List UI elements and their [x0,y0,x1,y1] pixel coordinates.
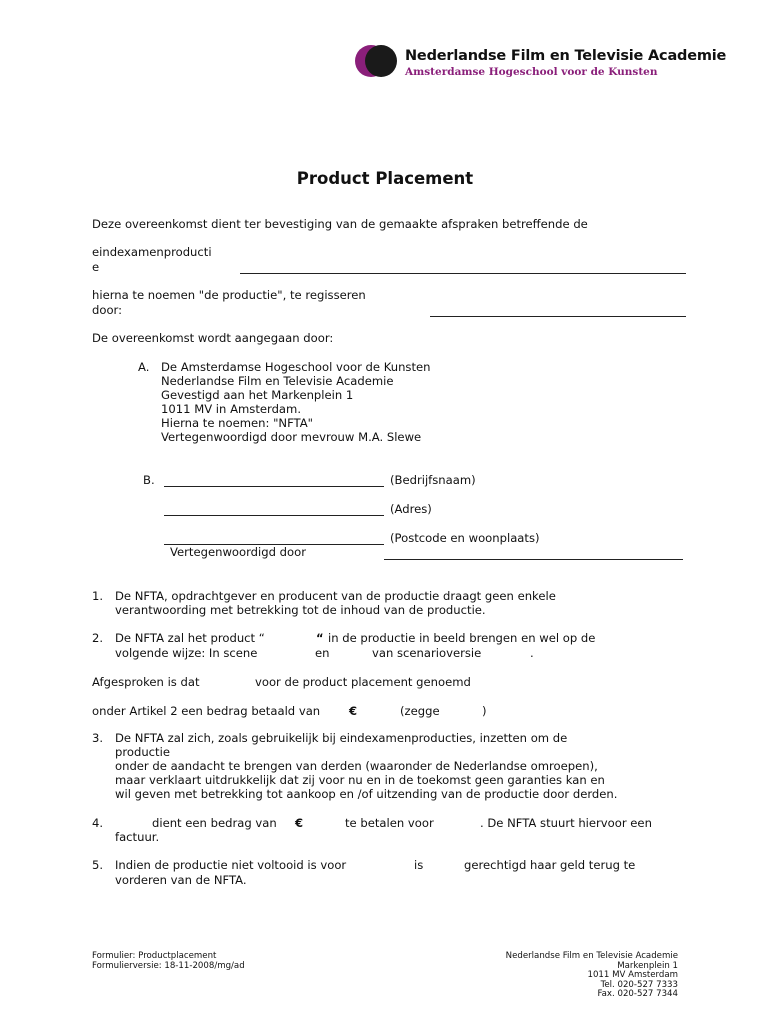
clause-3-line: productie [115,745,170,759]
clause-3-line: onder de aandacht te brengen van derden (waaronder de Nederlandse omroepen), [115,759,598,773]
org-subtitle: Amsterdamse Hogeschool voor de Kunsten [405,66,658,78]
agreed-text-a1: Afgesproken is dat [92,675,200,689]
clause-5-number: 5. [92,858,104,872]
agreed-text-b3: (zegge [400,704,440,718]
clause-2-text-g: . [530,646,534,660]
clause-2-text-a: De NFTA zal het product “ [115,631,265,645]
company-name-label: (Bedrijfsnaam) [390,473,476,487]
clause-5-text-b: is [414,858,424,872]
clause-1-number: 1. [92,589,104,603]
party-a-line: Gevestigd aan het Markenplein 1 [161,388,354,402]
footer-left [92,952,245,971]
director-field-line[interactable] [430,316,686,317]
represented-by-label: Vertegenwoordigd door [170,545,306,559]
clause-2-text-e: en [315,646,330,660]
party-a-line: Nederlandse Film en Televisie Academie [161,374,394,388]
agreed-text-b4: ) [482,704,487,718]
page-title: Product Placement [296,169,474,188]
party-a-line: De Amsterdamse Hogeschool voor de Kunsten [161,360,431,374]
party-b-marker: B. [143,473,155,487]
footer-phone: Tel. 020-527 7333 [600,979,678,990]
agreed-text-b1: onder Artikel 2 een bedrag betaald van [92,704,321,718]
director-label-1: hierna te noemen "de productie", te regisseren [92,288,366,302]
party-a-block [161,360,431,444]
party-a-line: Hierna te noemen: "NFTA" [161,416,313,430]
footer-form-name: Formulier: Productplacement [92,951,217,961]
party-a-line: Vertegenwoordigd door mevrouw M.A. Slewe [161,430,422,444]
agreed-text-a2: voor de product placement genoemd [255,675,471,689]
clause-5-text-d: vorderen van de NFTA. [115,873,247,887]
clause-3-body [115,731,617,801]
footer-fax: Fax. 020-527 7344 [597,989,678,999]
clause-3-line: maar verklaart uitdrukkelijk dat zij voor nu en in de toekomst geen garanties kan en [115,773,605,787]
clause-1-line-1: De NFTA, opdrachtgever en producent van de productie draagt geen enkele [115,589,556,603]
clause-1-line-2: verantwoording met betrekking tot de inhoud van de productie. [115,603,486,617]
clause-4-number: 4. [92,816,104,830]
clause-5-text-c: gerechtigd haar geld terug te [464,858,636,872]
parties-intro: De overeenkomst wordt aangegaan door: [92,331,334,345]
clause-3-line: wil geven met betrekking tot aankoop en /of uitzending van de productie door derden. [115,787,618,801]
production-field-line[interactable] [240,273,686,274]
clause-4-text-d: . De NFTA stuurt hiervoor een [480,816,652,830]
intro-text: Deze overeenkomst dient ter bevestiging van de gemaakte afspraken betreffende de [92,217,588,231]
represented-by-line[interactable] [384,559,683,560]
clause-4-text-e: factuur. [115,830,160,844]
footer-form-version: Formulierversie: 18-11-2008/mg/ad [92,960,245,971]
clause-2-quote-close: “ [316,631,324,645]
clause-4-text-a: dient een bedrag van [152,816,277,830]
clause-2-text-d: volgende wijze: In scene [115,646,258,660]
footer-org-name: Nederlandse Film en Televisie Academie [505,951,678,961]
clause-2-text-f: van scenarioversie [372,646,482,660]
clause-5-text-a: Indien de productie niet voltooid is voor [115,858,347,872]
clause-4-text-c: te betalen voor [345,816,434,830]
party-a-marker: A. [138,360,150,374]
postcode-label: (Postcode en woonplaats) [390,531,540,545]
director-label-2: door: [92,303,123,317]
agreed-euro-sign: € [349,704,358,718]
production-label-2: e [92,260,100,274]
address-line[interactable] [164,515,384,516]
org-name: Nederlandse Film en Televisie Academie [405,48,727,64]
clause-2-number: 2. [92,631,104,645]
clause-3-line: De NFTA zal zich, zoals gebruikelijk bij eindexamenproducties, inzetten om de [115,731,568,745]
footer-right [506,952,678,1000]
footer-city: 1011 MV Amsterdam [587,970,678,980]
company-name-line[interactable] [164,486,384,487]
footer-street: Markenplein 1 [617,960,678,971]
clause-2-text-c: in de productie in beeld brengen en wel op de [328,631,596,645]
nfta-logo-icon [354,44,398,78]
clause-3-number: 3. [92,731,104,745]
production-label-1: eindexamenproducti [92,245,212,259]
clause-4-euro-sign: € [295,816,304,830]
address-label: (Adres) [390,502,432,516]
party-a-line: 1011 MV in Amsterdam. [161,402,302,416]
